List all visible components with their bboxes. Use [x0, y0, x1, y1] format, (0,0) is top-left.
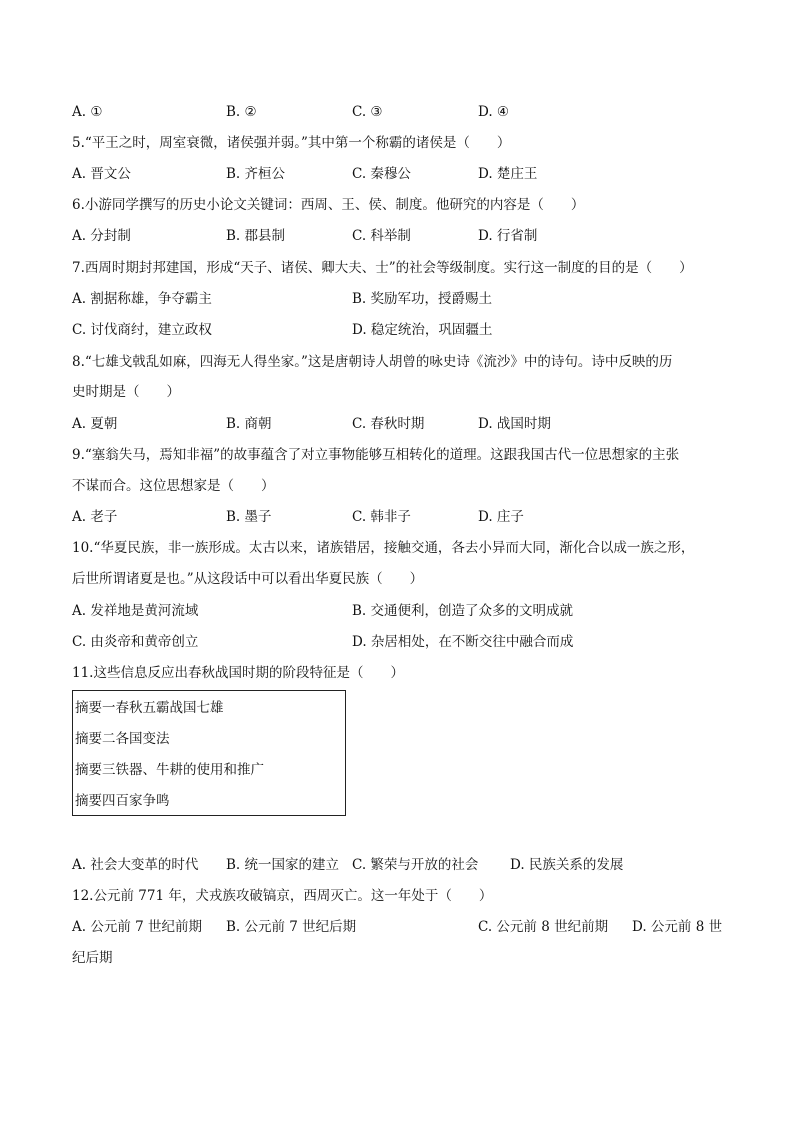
q6-option-b: B. 郡县制: [226, 228, 286, 244]
q4-option-a: A. ①: [72, 104, 103, 120]
q4-option-d: D. ④: [478, 104, 510, 120]
q5-options: [72, 164, 752, 184]
q11-option-c: C. 繁荣与开放的社会: [352, 857, 479, 873]
q12-option-c: C. 公元前 8 世纪前期: [478, 919, 609, 935]
q10-stem-line2: 后世所谓诸夏是也。”从这段话中可以看出华夏民族（ ）: [72, 571, 424, 587]
q7-stem: 7.西周时期封邦建国，形成“天子、诸侯、卿大夫、士”的社会等级制度。实行这一制度的目的是（ ）: [72, 260, 693, 276]
q6-option-c: C. 科举制: [352, 228, 411, 244]
q5-option-b: B. 齐桓公: [226, 166, 286, 182]
q6-options: [72, 226, 752, 246]
q10-option-b: B. 交通便利，创造了众多的文明成就: [352, 603, 574, 619]
q8-options: [72, 414, 752, 434]
q10-option-d: D. 杂居相处，在不断交往中融合而成: [352, 634, 574, 650]
q10-options-row1: [72, 601, 752, 621]
q9-option-a: A. 老子: [72, 509, 118, 525]
q7-option-d: D. 稳定统治，巩固疆土: [352, 322, 493, 338]
q8-stem-line2: 史时期是（ ）: [72, 384, 180, 400]
q6-option-d: D. 行省制: [478, 228, 538, 244]
q9-option-d: D. 庄子: [478, 509, 524, 525]
q5-option-c: C. 秦穆公: [352, 166, 411, 182]
q5-option-d: D. 楚庄王: [478, 166, 538, 182]
q4-option-c: C. ③: [352, 104, 383, 120]
q9-options: [72, 507, 752, 527]
q7-options-row1: [72, 289, 752, 309]
q6-option-a: A. 分封制: [72, 228, 131, 244]
q9-option-b: B. 墨子: [226, 509, 272, 525]
q11-summary-1: 摘要一春秋五霸战国七雄: [75, 700, 224, 716]
q8-option-c: C. 春秋时期: [352, 416, 425, 432]
q7-option-b: B. 奖励军功，授爵赐土: [352, 291, 493, 307]
q12-options: [72, 917, 752, 937]
q4-options: [72, 102, 752, 122]
q9-stem-line1: 9.“塞翁失马，焉知非福”的故事蕴含了对立事物能够互相转化的道理。这跟我国古代一位思想家的主张: [72, 447, 680, 463]
q4-option-b: B. ②: [226, 104, 257, 120]
q10-option-a: A. 发祥地是黄河流域: [72, 603, 199, 619]
q11-summary-3: 摘要三铁器、牛耕的使用和推广: [75, 762, 264, 778]
q7-options-row2: [72, 320, 752, 340]
q12-option-a: A. 公元前 7 世纪前期: [72, 919, 203, 935]
q9-stem-line2: 不谋而合。这位思想家是（ ）: [72, 478, 275, 494]
q11-options: [72, 855, 752, 875]
q8-option-d: D. 战国时期: [478, 416, 551, 432]
q10-option-c: C. 由炎帝和黄帝创立: [72, 634, 199, 650]
q7-option-c: C. 讨伐商纣，建立政权: [72, 322, 212, 338]
q5-stem: 5.“平王之时，周室衰微，诸侯强并弱。”其中第一个称霸的诸侯是（ ）: [72, 135, 511, 151]
q11-option-d: D. 民族关系的发展: [510, 857, 624, 873]
q10-options-row2: [72, 632, 752, 652]
q9-option-c: C. 韩非子: [352, 509, 411, 525]
q11-stem: 11.这些信息反应出春秋战国时期的阶段特征是（ ）: [72, 665, 404, 681]
q12-stem: 12.公元前 771 年，犬戎族攻破镐京，西周灭亡。这一年处于（ ）: [72, 888, 493, 904]
q8-option-b: B. 商朝: [226, 416, 272, 432]
q10-stem-line1: 10.“华夏民族，非一族形成。太古以来，诸族错居，接触交通，各去小异而大同，渐化合以成一族之形，: [72, 540, 695, 556]
q11-summary-4: 摘要四百家争鸣: [75, 793, 170, 809]
q12-option-b: B. 公元前 7 世纪后期: [226, 919, 357, 935]
q11-summary-box: [72, 690, 346, 816]
q11-summary-2: 摘要二各国变法: [75, 731, 170, 747]
q5-option-a: A. 晋文公: [72, 166, 131, 182]
q11-option-b: B. 统一国家的建立: [226, 857, 340, 873]
q8-stem-line1: 8.“七雄戈戟乱如麻，四海无人得坐家。”这是唐朝诗人胡曾的咏史诗《流沙》中的诗句。诗中反映的历: [72, 354, 673, 370]
q6-stem: 6.小游同学撰写的历史小论文关键词：西周、王、侯、制度。他研究的内容是（ ）: [72, 197, 585, 213]
q11-option-a: A. 社会大变革的时代: [72, 857, 199, 873]
q12-option-d: D. 公元前 8 世: [632, 919, 723, 935]
q7-option-a: A. 割据称雄，争夺霸主: [72, 291, 212, 307]
q8-option-a: A. 夏朝: [72, 416, 118, 432]
q12-option-d-wrap: 纪后期: [72, 950, 113, 966]
